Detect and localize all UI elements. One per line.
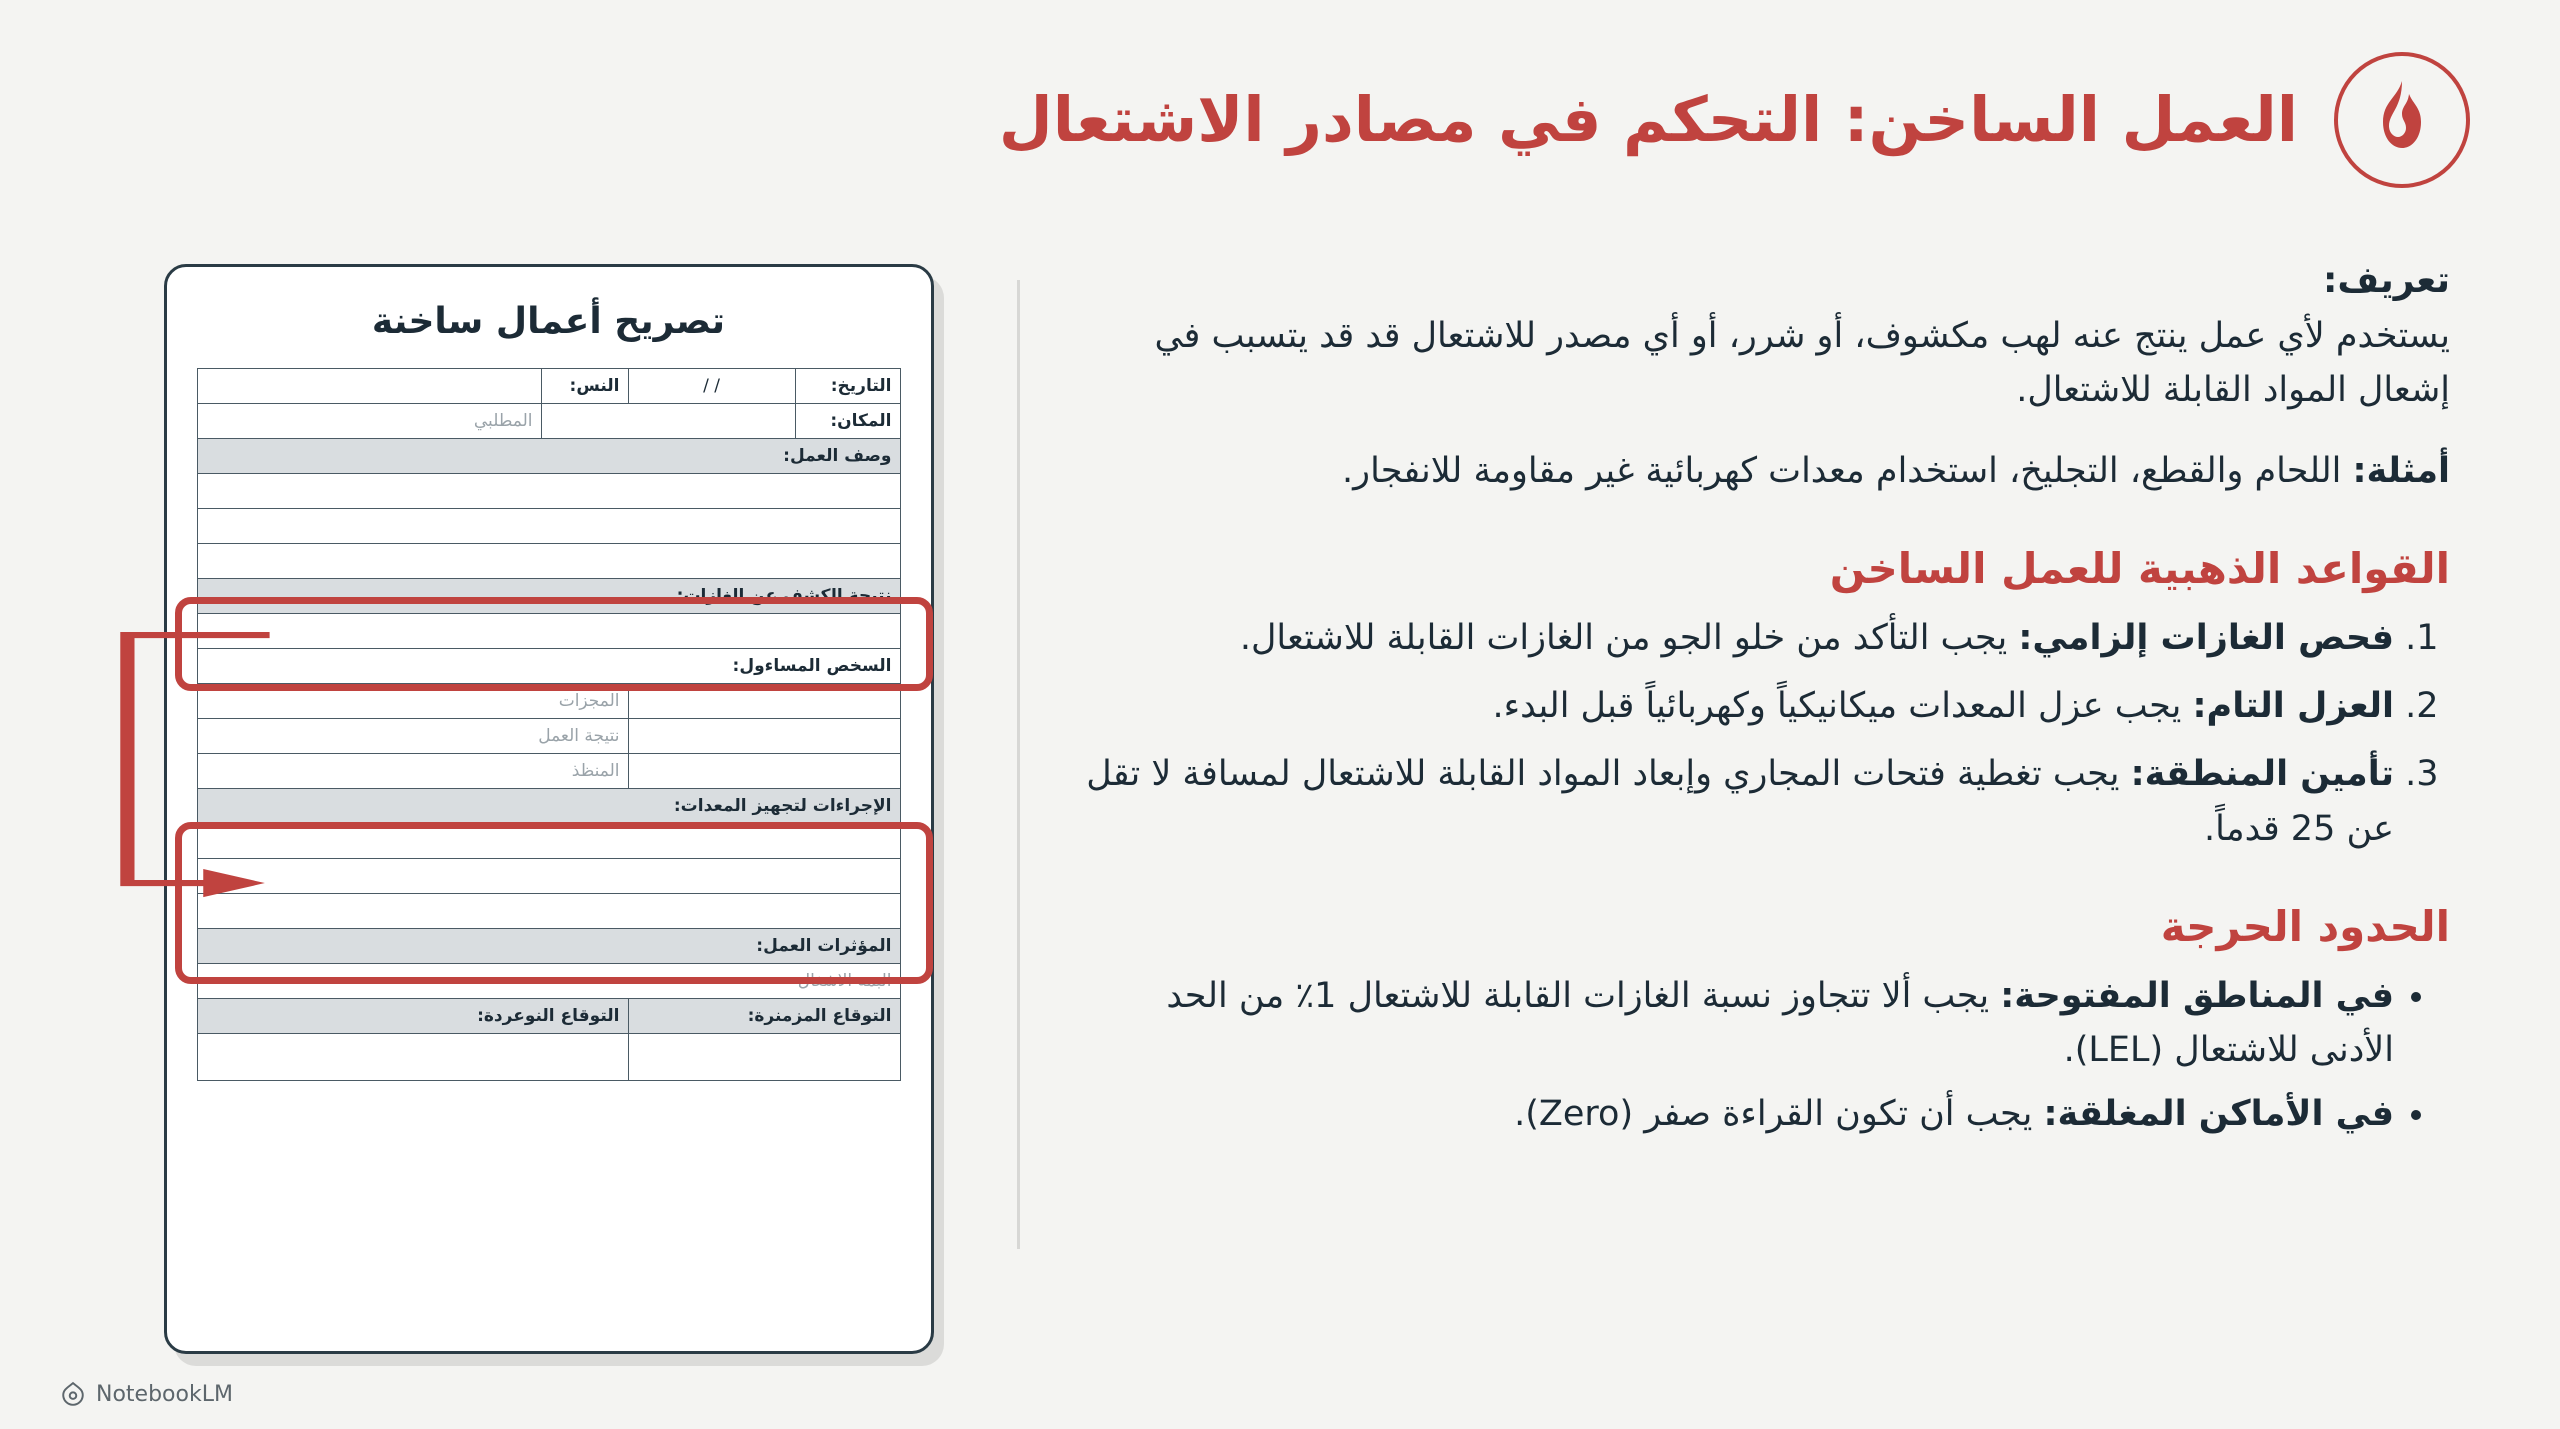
examples-line — [1080, 444, 2450, 498]
equipment-procedures-label: الإجراءات لتجهيز المعدات: — [197, 789, 900, 824]
responsible-ghost-1: المجزات — [197, 684, 628, 719]
table-row — [197, 684, 900, 719]
responsible-value-1[interactable] — [628, 684, 900, 719]
critical-limits-title: الحدود الحرجة — [2160, 901, 2450, 951]
responsible-ghost-2: نتيجة العمل — [197, 719, 628, 754]
signature-value-2[interactable] — [628, 1034, 900, 1081]
table-row — [197, 439, 900, 474]
work-description-line-1[interactable] — [197, 474, 900, 509]
date-value[interactable]: / / — [628, 369, 795, 404]
work-description-line-3[interactable] — [197, 544, 900, 579]
examples-label: أمثلة: — [2352, 450, 2450, 491]
list-item — [1080, 611, 2394, 665]
header — [60, 40, 2500, 200]
responsible-ghost-3: المنظذ — [197, 754, 628, 789]
rule-text: يجب عزل المعدات ميكانيكياً وكهربائياً قبل البدء. — [1492, 686, 2182, 726]
table-row — [197, 719, 900, 754]
golden-rules-title: القواعد الذهبية للعمل الساخن — [1829, 543, 2450, 593]
list-item — [1080, 969, 2394, 1078]
table-row — [197, 754, 900, 789]
work-permits-ghost: البمة الاشغال — [197, 964, 900, 999]
rule-label: العزل التام: — [2192, 686, 2394, 726]
table-row — [197, 964, 900, 999]
responsible-person-label: السخص المساءول: — [197, 649, 900, 684]
place-label: المكان: — [795, 404, 900, 439]
time-value[interactable] — [197, 369, 541, 404]
text-column — [1020, 260, 2450, 1369]
content-area — [80, 260, 2450, 1369]
list-item — [1080, 679, 2394, 733]
equipment-line-3[interactable] — [197, 894, 900, 929]
table-row — [197, 824, 900, 859]
examples-text: اللحام والقطع، التجليخ، استخدام معدات كهربائية غير مقاومة للانفجار. — [1342, 450, 2342, 491]
table-row — [197, 999, 900, 1034]
hot-work-permit-card — [164, 264, 934, 1354]
column-divider — [1017, 280, 1020, 1249]
table-row — [197, 474, 900, 509]
gas-test-value[interactable] — [197, 614, 900, 649]
rule-label: تأمين المنطقة: — [2130, 754, 2394, 795]
equipment-line-2[interactable] — [197, 859, 900, 894]
work-description-line-2[interactable] — [197, 509, 900, 544]
table-row — [197, 649, 900, 684]
table-row — [197, 369, 900, 404]
definition-text: يستخدم لأي عمل ينتج عنه لهب مكشوف، أو شرر، أو أي مصدر للاشتعال قد قد يتسبب في إشعال المواد القابلة للاشتعال. — [1154, 316, 2450, 411]
table-row — [197, 579, 900, 614]
table-row — [197, 929, 900, 964]
gas-test-label: نتيجة الكشف عن الغازات: — [197, 579, 900, 614]
definition-label: تعريف: — [2322, 260, 2450, 301]
page-title: العمل الساخن: التحكم في مصادر الاشتعال — [998, 82, 2298, 156]
signature-label-2: التوقاع المزمنرة: — [628, 999, 900, 1034]
place-ghost: المطلبي — [197, 404, 541, 439]
responsible-value-3[interactable] — [628, 754, 900, 789]
table-row — [197, 1034, 900, 1081]
place-value[interactable] — [541, 404, 795, 439]
list-item — [1080, 1087, 2394, 1141]
table-row — [197, 404, 900, 439]
definition-block — [1080, 260, 2450, 498]
table-row — [197, 614, 900, 649]
table-row — [197, 544, 900, 579]
permit-column — [80, 260, 1017, 1369]
permit-table — [197, 368, 901, 1081]
list-item — [1080, 747, 2394, 856]
footer-brand — [60, 1381, 233, 1407]
limit-label: في الأماكن المغلقة: — [2043, 1094, 2394, 1135]
work-permits-label: المؤثرات العمل: — [197, 929, 900, 964]
equipment-line-1[interactable] — [197, 824, 900, 859]
rule-text: يجب التأكد من خلو الجو من الغازات القابلة للاشتعال. — [1239, 617, 2008, 658]
flame-icon — [2334, 52, 2470, 188]
table-row — [197, 859, 900, 894]
rule-label: فحص الغازات إلزامي: — [2018, 617, 2394, 658]
rule-text: يجب تغطية فتحات المجاري وإبعاد المواد القابلة للاشتعال لمسافة لا تقل عن 25 قدماً. — [1086, 754, 2394, 849]
notebooklm-logo-icon — [60, 1381, 86, 1407]
signature-value-1[interactable] — [197, 1034, 628, 1081]
signature-label-1: التوقاع النوعردة: — [197, 999, 628, 1034]
table-row — [197, 509, 900, 544]
table-row — [197, 894, 900, 929]
limit-text: يجب أن تكون القراءة صفر (Zero). — [1514, 1094, 2033, 1135]
limit-text: يجب ألا تتجاوز نسبة الغازات القابلة للاشتعال 1٪ من الحد الأدنى للاشتعال (LEL). — [1166, 975, 2394, 1070]
time-label: النس: — [541, 369, 628, 404]
critical-limits-list — [1080, 969, 2450, 1142]
work-description-label: وصف العمل: — [197, 439, 900, 474]
golden-rules-list — [1080, 611, 2450, 856]
table-row — [197, 789, 900, 824]
brand-label: NotebookLM — [96, 1381, 233, 1407]
responsible-value-2[interactable] — [628, 719, 900, 754]
limit-label: في المناطق المفتوحة: — [2000, 975, 2394, 1016]
date-label: التاريخ: — [795, 369, 900, 404]
permit-title: تصريح أعمال ساخنة — [371, 301, 726, 342]
